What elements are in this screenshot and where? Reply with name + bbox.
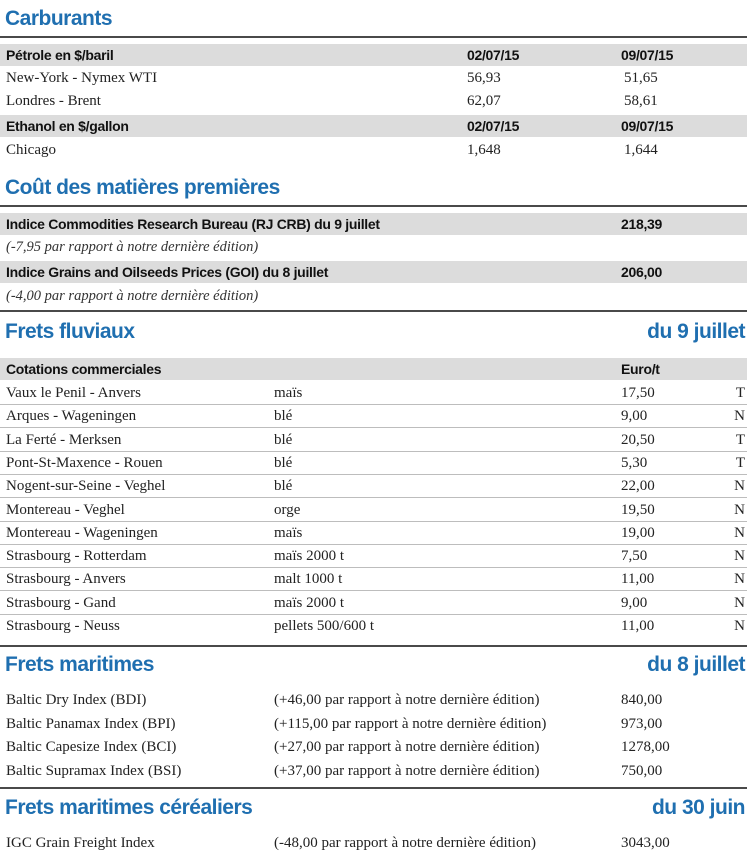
fluviaux-date: du 9 juillet xyxy=(647,320,745,343)
product-cell: maïs xyxy=(274,525,303,541)
petrole-row-label: Londres - Brent xyxy=(6,93,101,109)
index-value: 3043,00 xyxy=(621,835,670,851)
goi-index-label: Indice Grains and Oilseeds Prices (GOI) du 8 juillet xyxy=(6,264,329,280)
flag-cell: N xyxy=(734,502,745,518)
flag-cell: N xyxy=(734,408,745,424)
flag-cell: N xyxy=(734,595,745,611)
product-cell: pellets 500/600 t xyxy=(274,618,374,634)
index-change: (+27,00 par rapport à notre dernière édition) xyxy=(274,739,540,755)
flag-cell: N xyxy=(734,478,745,494)
index-label: Baltic Dry Index (BDI) xyxy=(6,692,147,708)
price-cell: 9,00 xyxy=(621,595,648,611)
goi-index-note: (-4,00 par rapport à notre dernière édition) xyxy=(6,288,259,304)
price-cell: 19,50 xyxy=(621,502,655,518)
index-label: Baltic Capesize Index (BCI) xyxy=(6,739,177,755)
index-change: (-48,00 par rapport à notre dernière édition) xyxy=(274,835,536,851)
index-change: (+46,00 par rapport à notre dernière édition) xyxy=(274,692,540,708)
route-cell: Vaux le Penil - Anvers xyxy=(6,385,141,401)
flag-cell: T xyxy=(735,432,745,448)
fluviaux-header: Cotations commerciales xyxy=(6,361,162,377)
section-rule xyxy=(0,36,747,38)
price-cell: 11,00 xyxy=(621,571,655,587)
flag-cell: N xyxy=(734,525,745,541)
index-value: 840,00 xyxy=(621,692,663,708)
route-cell: Pont-St-Maxence - Rouen xyxy=(6,455,163,471)
price-cell: 22,00 xyxy=(621,478,655,494)
petrole-row-value-1: 56,93 xyxy=(467,70,501,86)
price-cell: 7,50 xyxy=(621,548,648,564)
petrole-row-value-2: 51,65 xyxy=(624,70,658,86)
flag-cell: T xyxy=(735,455,745,471)
index-label: Baltic Panamax Index (BPI) xyxy=(6,716,176,732)
route-cell: La Ferté - Merksen xyxy=(6,432,122,448)
index-change: (+37,00 par rapport à notre dernière édition) xyxy=(274,763,540,779)
section-rule xyxy=(0,787,747,789)
index-value: 973,00 xyxy=(621,716,663,732)
price-cell: 9,00 xyxy=(621,408,648,424)
product-cell: blé xyxy=(274,432,293,448)
ethanol-date-2: 09/07/15 xyxy=(621,118,674,134)
ethanol-date-1: 02/07/15 xyxy=(467,118,520,134)
row-separator xyxy=(0,427,747,428)
route-cell: Nogent-sur-Seine - Veghel xyxy=(6,478,166,494)
section-rule xyxy=(0,310,747,312)
index-value: 750,00 xyxy=(621,763,663,779)
product-cell: orge xyxy=(274,502,301,518)
petrole-row-label: New-York - Nymex WTI xyxy=(6,70,158,86)
section-rule xyxy=(0,205,747,207)
crb-index-value: 218,39 xyxy=(621,216,663,232)
price-cell: 11,00 xyxy=(621,618,655,634)
ethanol-row-value-2: 1,644 xyxy=(624,142,658,158)
ethanol-row-value-1: 1,648 xyxy=(467,142,501,158)
route-cell: Strasbourg - Neuss xyxy=(6,618,120,634)
price-cell: 17,50 xyxy=(621,385,655,401)
petrole-date-1: 02/07/15 xyxy=(467,47,520,63)
price-cell: 20,50 xyxy=(621,432,655,448)
petrole-header: Pétrole en $/baril xyxy=(6,47,114,63)
price-cell: 19,00 xyxy=(621,525,655,541)
product-cell: blé xyxy=(274,478,293,494)
goi-index-value: 206,00 xyxy=(621,264,663,280)
crb-index-label: Indice Commodities Research Bureau (RJ CRB) du 9 juillet xyxy=(6,216,380,232)
maritimes-date: du 8 juillet xyxy=(647,653,745,676)
route-cell: Montereau - Veghel xyxy=(6,502,125,518)
flag-cell: T xyxy=(735,385,745,401)
product-cell: blé xyxy=(274,455,293,471)
flag-cell: N xyxy=(734,548,745,564)
index-change: (+115,00 par rapport à notre dernière édition) xyxy=(274,716,547,732)
fluviaux-unit: Euro/t xyxy=(621,361,660,377)
route-cell: Strasbourg - Gand xyxy=(6,595,116,611)
price-cell: 5,30 xyxy=(621,455,648,471)
route-cell: Strasbourg - Anvers xyxy=(6,571,126,587)
flag-cell: N xyxy=(734,618,745,634)
product-cell: maïs xyxy=(274,385,303,401)
petrole-row-value-1: 62,07 xyxy=(467,93,501,109)
section-rule xyxy=(0,645,747,647)
petrole-date-2: 09/07/15 xyxy=(621,47,674,63)
route-cell: Montereau - Wageningen xyxy=(6,525,158,541)
product-cell: maïs 2000 t xyxy=(274,548,344,564)
section-title-maritimes: Frets maritimes xyxy=(5,653,154,676)
route-cell: Strasbourg - Rotterdam xyxy=(6,548,147,564)
index-label: Baltic Supramax Index (BSI) xyxy=(6,763,182,779)
section-title-fluviaux: Frets fluviaux xyxy=(5,320,135,343)
product-cell: blé xyxy=(274,408,293,424)
product-cell: malt 1000 t xyxy=(274,571,343,587)
route-cell: Arques - Wageningen xyxy=(6,408,137,424)
crb-index-note: (-7,95 par rapport à notre dernière édition) xyxy=(6,239,259,255)
ethanol-row-label: Chicago xyxy=(6,142,56,158)
cerealiers-date: du 30 juin xyxy=(651,796,745,819)
row-separator xyxy=(0,590,747,591)
section-title-cerealiers: Frets maritimes céréaliers xyxy=(5,796,253,819)
index-label: IGC Grain Freight Index xyxy=(6,835,155,851)
flag-cell: N xyxy=(734,571,745,587)
row-separator xyxy=(0,497,747,498)
section-title-matieres: Coût des matières premières xyxy=(5,176,280,199)
ethanol-header: Ethanol en $/gallon xyxy=(6,118,129,134)
petrole-row-value-2: 58,61 xyxy=(624,93,658,109)
section-title-carburants: Carburants xyxy=(5,7,113,30)
product-cell: maïs 2000 t xyxy=(274,595,344,611)
index-value: 1278,00 xyxy=(621,739,670,755)
